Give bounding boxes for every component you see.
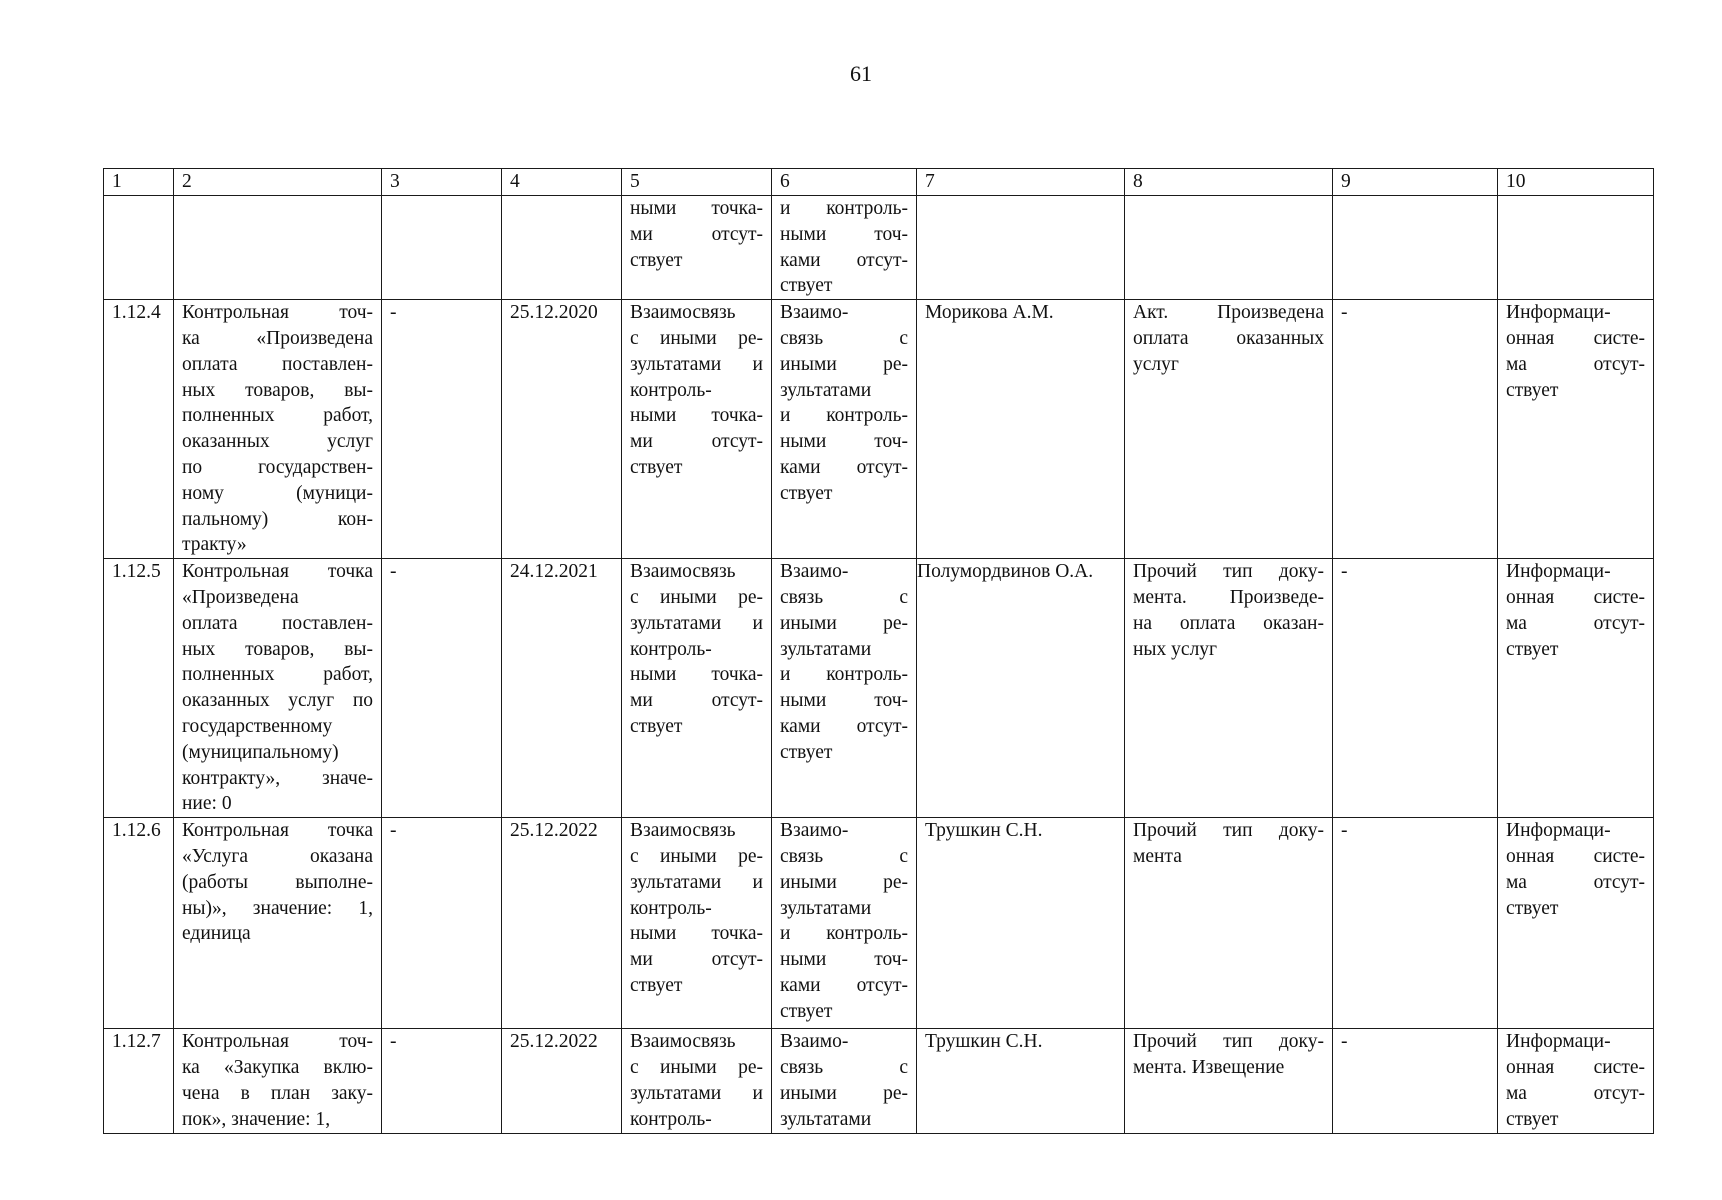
cell-line: оказанных услуг по bbox=[182, 690, 373, 712]
row-number-cell: 1.12.4 bbox=[104, 300, 174, 559]
cell-line: зультатами и bbox=[630, 1082, 763, 1104]
relation-cell-2 bbox=[772, 1029, 917, 1134]
cell-line: ными точка- bbox=[630, 923, 763, 945]
responsible-cell: Морикова А.М. bbox=[917, 300, 1125, 559]
cell-line: Взаимосвязь bbox=[630, 561, 736, 583]
row-number-cell: 1.12.7 bbox=[104, 1029, 174, 1134]
cell-line: зультатами bbox=[780, 897, 872, 919]
cell-line: ными точ- bbox=[780, 690, 908, 712]
cell-line: (работы выполне- bbox=[182, 871, 373, 893]
relation-cell bbox=[622, 1029, 772, 1134]
col3-cell: - bbox=[382, 818, 502, 1029]
document-cell bbox=[1125, 1029, 1333, 1134]
cell-line: Информаци- bbox=[1506, 1031, 1611, 1053]
column-header: 6 bbox=[772, 169, 917, 196]
cell-line: ными точ- bbox=[780, 223, 908, 245]
cell-line: полненных работ, bbox=[182, 664, 373, 686]
cell-line: ствует bbox=[630, 249, 683, 271]
date-cell: 25.12.2022 bbox=[502, 1029, 622, 1134]
cell-line: контроль- bbox=[630, 379, 712, 401]
relation-cell-2 bbox=[772, 196, 917, 300]
cell-line: ма отсут- bbox=[1506, 612, 1645, 634]
col9-cell: - bbox=[1333, 300, 1498, 559]
cell-line: Информаци- bbox=[1506, 820, 1611, 842]
cell-line: ствует bbox=[630, 974, 683, 996]
cell-line: зультатами bbox=[780, 379, 872, 401]
cell-line: Информаци- bbox=[1506, 561, 1611, 583]
cell-line: и контроль- bbox=[780, 923, 908, 945]
cell-line: ными точка- bbox=[630, 664, 763, 686]
cell-line: контракту», значе- bbox=[182, 767, 373, 789]
col9-cell: - bbox=[1333, 1029, 1498, 1134]
date-cell: 24.12.2021 bbox=[502, 559, 622, 818]
cell-line: иными ре- bbox=[780, 612, 908, 634]
cell-line: контроль- bbox=[630, 638, 712, 660]
row-number-cell: 1.12.6 bbox=[104, 818, 174, 1029]
page-number: 61 bbox=[850, 61, 872, 86]
column-header: 7 bbox=[917, 169, 1125, 196]
cell-line: ка «Закупка вклю- bbox=[182, 1056, 373, 1078]
column-header: 9 bbox=[1333, 169, 1498, 196]
system-cell bbox=[1498, 818, 1654, 1029]
cell-line: Взаимо- bbox=[780, 820, 849, 842]
cell-line: ны)», значение: 1, bbox=[182, 897, 373, 919]
cell-line: государственному bbox=[182, 715, 333, 737]
cell-line: Взаимосвязь bbox=[630, 1031, 736, 1053]
cell-line: мента. Произведе- bbox=[1133, 586, 1324, 608]
cell-line: контроль- bbox=[630, 1108, 712, 1130]
column-header: 2 bbox=[174, 169, 382, 196]
cell-line: ка «Произведена bbox=[182, 327, 373, 349]
cell-line: Взаимосвязь bbox=[630, 302, 736, 324]
date-cell: 25.12.2022 bbox=[502, 818, 622, 1029]
responsible-cell: Трушкин С.Н. bbox=[917, 818, 1125, 1029]
cell-line: оплата поставлен- bbox=[182, 612, 373, 634]
cell-line: ными точ- bbox=[780, 431, 908, 453]
cell-line: связь с bbox=[780, 586, 908, 608]
cell-line: ми отсут- bbox=[630, 223, 763, 245]
row-number-cell bbox=[104, 196, 174, 300]
cell-line: «Произведена bbox=[182, 586, 299, 608]
cell-line: ствует bbox=[780, 275, 833, 297]
cell-line: по государствен- bbox=[182, 456, 373, 478]
cell-line: ми отсут- bbox=[630, 949, 763, 971]
document-cell bbox=[1125, 559, 1333, 818]
relation-cell bbox=[622, 196, 772, 300]
cell-line: Контрольная точка bbox=[182, 561, 373, 583]
cell-line: ных товаров, вы- bbox=[182, 638, 373, 660]
cell-line: пальному) кон- bbox=[182, 508, 373, 530]
cell-line: ному (муници- bbox=[182, 482, 373, 504]
cell-line: ными точ- bbox=[780, 949, 908, 971]
column-header: 1 bbox=[104, 169, 174, 196]
col3-cell: - bbox=[382, 1029, 502, 1134]
system-cell bbox=[1498, 196, 1654, 300]
event-cell bbox=[174, 1029, 382, 1134]
table-row bbox=[104, 300, 1654, 559]
cell-line: и контроль- bbox=[780, 664, 908, 686]
table-row bbox=[104, 1029, 1654, 1134]
document-cell bbox=[1125, 300, 1333, 559]
cell-line: иными ре- bbox=[780, 1082, 908, 1104]
col3-cell: - bbox=[382, 559, 502, 818]
cell-line: онная систе- bbox=[1506, 586, 1645, 608]
document-cell bbox=[1125, 818, 1333, 1029]
cell-line: ние: 0 bbox=[182, 793, 232, 815]
cell-line: Взаимо- bbox=[780, 1031, 849, 1053]
column-header: 5 bbox=[622, 169, 772, 196]
cell-line: на оплата оказан- bbox=[1133, 612, 1324, 634]
cell-line: услуг bbox=[1133, 353, 1179, 375]
relation-cell bbox=[622, 559, 772, 818]
row-number-cell: 1.12.5 bbox=[104, 559, 174, 818]
cell-line: Взаимо- bbox=[780, 302, 849, 324]
cell-line: пок», значение: 1, bbox=[182, 1108, 331, 1130]
cell-line: «Услуга оказана bbox=[182, 845, 373, 867]
cell-line: чена в план заку- bbox=[182, 1082, 373, 1104]
cell-line: ма отсут- bbox=[1506, 353, 1645, 375]
cell-line: контроль- bbox=[630, 897, 712, 919]
cell-line: и контроль- bbox=[780, 405, 908, 427]
cell-line: Взаимосвязь bbox=[630, 820, 736, 842]
cell-line: с иными ре- bbox=[630, 845, 763, 867]
cell-line: ми отсут- bbox=[630, 690, 763, 712]
cell-line: мента bbox=[1133, 845, 1182, 867]
cell-line: оплата поставлен- bbox=[182, 353, 373, 375]
cell-line: зультатами и bbox=[630, 871, 763, 893]
col9-cell bbox=[1333, 196, 1498, 300]
col3-cell: - bbox=[382, 300, 502, 559]
cell-line: онная систе- bbox=[1506, 845, 1645, 867]
cell-line: Информаци- bbox=[1506, 302, 1611, 324]
cell-line: ками отсут- bbox=[780, 249, 908, 271]
header-row bbox=[104, 169, 1654, 196]
cell-line: с иными ре- bbox=[630, 327, 763, 349]
relation-cell-2 bbox=[772, 300, 917, 559]
system-cell bbox=[1498, 300, 1654, 559]
cell-line: ками отсут- bbox=[780, 974, 908, 996]
cell-line: ма отсут- bbox=[1506, 871, 1645, 893]
cell-line: тракту» bbox=[182, 534, 247, 556]
cell-line: онная систе- bbox=[1506, 327, 1645, 349]
cell-line: Контрольная точ- bbox=[182, 302, 373, 324]
document-cell bbox=[1125, 196, 1333, 300]
relation-cell bbox=[622, 300, 772, 559]
cell-line: зультатами и bbox=[630, 353, 763, 375]
event-cell bbox=[174, 559, 382, 818]
cell-line: ными точка- bbox=[630, 198, 763, 219]
cell-line: Прочий тип доку- bbox=[1133, 561, 1324, 583]
cell-line: ствует bbox=[780, 741, 833, 763]
cell-line: оказанных услуг bbox=[182, 431, 373, 453]
cell-line: мента. Извещение bbox=[1133, 1056, 1285, 1078]
cell-line: зультатами и bbox=[630, 612, 763, 634]
column-header: 3 bbox=[382, 169, 502, 196]
cell-line: иными ре- bbox=[780, 871, 908, 893]
cell-line: ма отсут- bbox=[1506, 1082, 1645, 1104]
cell-line: (муниципальному) bbox=[182, 741, 339, 763]
cell-line: Прочий тип доку- bbox=[1133, 1031, 1324, 1053]
column-header: 10 bbox=[1498, 169, 1654, 196]
cell-line: связь с bbox=[780, 845, 908, 867]
cell-line: ствует bbox=[780, 1000, 833, 1022]
column-header: 4 bbox=[502, 169, 622, 196]
relation-cell-2 bbox=[772, 818, 917, 1029]
cell-line: ствует bbox=[1506, 897, 1559, 919]
cell-line: ных товаров, вы- bbox=[182, 379, 373, 401]
cell-line: ствует bbox=[1506, 379, 1559, 401]
cell-line: ками отсут- bbox=[780, 715, 908, 737]
cell-line: онная систе- bbox=[1506, 1056, 1645, 1078]
relation-cell bbox=[622, 818, 772, 1029]
cell-line: ных услуг bbox=[1133, 638, 1218, 660]
cell-line: ствует bbox=[1506, 1108, 1559, 1130]
date-cell: 25.12.2020 bbox=[502, 300, 622, 559]
cell-line: Акт. Произведена bbox=[1133, 302, 1324, 324]
responsible-cell: Трушкин С.Н. bbox=[917, 1029, 1125, 1134]
column-header: 8 bbox=[1125, 169, 1333, 196]
cell-line: Прочий тип доку- bbox=[1133, 820, 1324, 842]
cell-line: зультатами bbox=[780, 638, 872, 660]
event-cell bbox=[174, 300, 382, 559]
cell-line: оплата оказанных bbox=[1133, 327, 1324, 349]
cell-line: единица bbox=[182, 923, 251, 945]
cell-line: полненных работ, bbox=[182, 405, 373, 427]
table-row bbox=[104, 818, 1654, 1029]
cell-line: ствует bbox=[1506, 638, 1559, 660]
cell-line: Взаимо- bbox=[780, 561, 849, 583]
control-points-table bbox=[103, 168, 1654, 1134]
responsible-cell: Полумордвинов О.А. bbox=[917, 559, 1125, 818]
cell-line: ствует bbox=[780, 482, 833, 504]
cell-line: иными ре- bbox=[780, 353, 908, 375]
cell-line: зультатами bbox=[780, 1108, 872, 1130]
cell-line: и контроль- bbox=[780, 198, 908, 219]
event-cell bbox=[174, 196, 382, 300]
cell-line: ствует bbox=[630, 456, 683, 478]
cell-line: ными точка- bbox=[630, 405, 763, 427]
relation-cell-2 bbox=[772, 559, 917, 818]
cell-line: Контрольная точка bbox=[182, 820, 373, 842]
system-cell bbox=[1498, 559, 1654, 818]
col9-cell: - bbox=[1333, 818, 1498, 1029]
cell-line: с иными ре- bbox=[630, 1056, 763, 1078]
table-row bbox=[104, 196, 1654, 300]
table-row bbox=[104, 559, 1654, 818]
event-cell bbox=[174, 818, 382, 1029]
cell-line: связь с bbox=[780, 1056, 908, 1078]
cell-line: ми отсут- bbox=[630, 431, 763, 453]
col3-cell bbox=[382, 196, 502, 300]
cell-line: связь с bbox=[780, 327, 908, 349]
col9-cell: - bbox=[1333, 559, 1498, 818]
cell-line: Контрольная точ- bbox=[182, 1031, 373, 1053]
cell-line: ками отсут- bbox=[780, 456, 908, 478]
cell-line: с иными ре- bbox=[630, 586, 763, 608]
date-cell bbox=[502, 196, 622, 300]
system-cell bbox=[1498, 1029, 1654, 1134]
responsible-cell bbox=[917, 196, 1125, 300]
cell-line: ствует bbox=[630, 715, 683, 737]
